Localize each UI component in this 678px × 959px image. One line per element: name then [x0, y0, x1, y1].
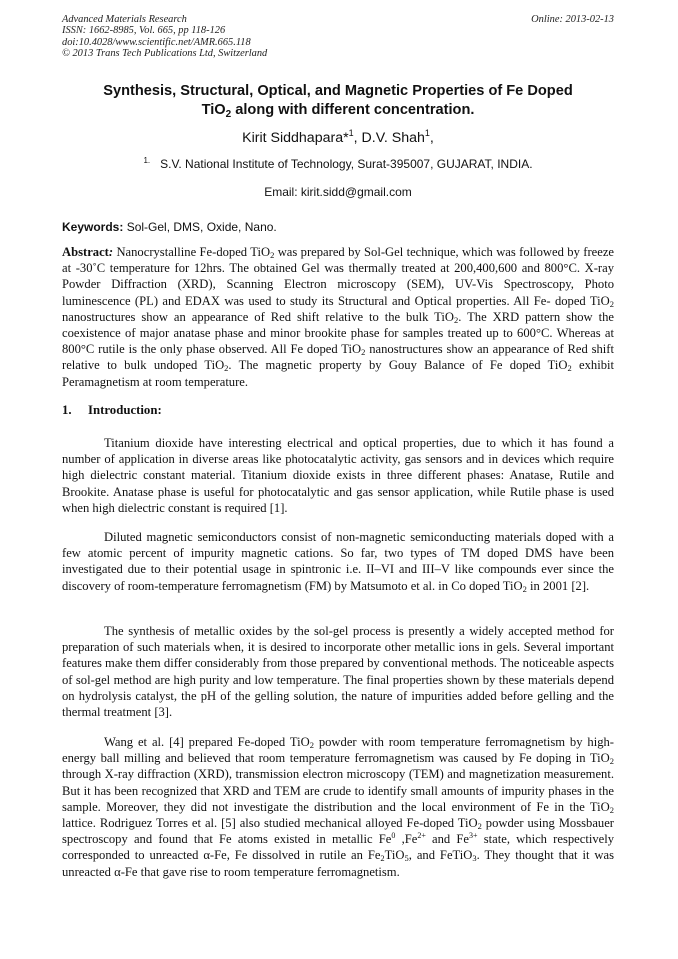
abstract-label: Abstract	[62, 245, 109, 259]
intro-paragraph-2: Diluted magnetic semiconductors consist of non-magnetic semiconducting materials doped with a few atomic percent of impurity magnetic cations. So far, two types of TM doped DMS have been investigated due to their potential usage in spintronic i.e. II–VI and III–V like compounds ever since the discovery of room-temperature ferromagnetism (FM) by Matsumoto et al. in Co doped TiO$_2$ in 2001 [2].	[62, 530, 614, 594]
section-heading-introduction: 1. Introduction:	[62, 403, 162, 417]
author-2: D.V. Shah	[361, 130, 425, 146]
running-header	[62, 14, 614, 60]
keywords-label: Keywords:	[62, 220, 124, 234]
abstract: Abstract: Nanocrystalline Fe-doped TiO$_2$ was prepared by Sol-Gel technique, which was followed by freeze at -30˚C temperature for 12hrs. The obtained Gel was thermally treated at 200,400,600 and 800°C. X-ray Powder Diffraction (XRD), Scanning Electron microscopy (SEM), UV-Vis Spectroscopy, Photo luminescence (PL) and EDAX was used to study its Structural and Optical properties. All Fe- doped TiO$_2$ nanostructures show an appearance of Red shift relative to the bulk TiO$_2$. The XRD pattern show the coexistence of major anatase phase and minor brookite phase for samples treated up to 600°C. Whereas at 800°C rutile is the only phase observed. All Fe doped TiO$_2$ nanostructures show an appearance of Red shift relative to bulk undoped TiO$_2$. The magnetic property by Gouy Balance of Fe doped TiO$_2$ exhibit Peramagnetism at room temperature.	[62, 245, 614, 389]
email-line: Email: kirit.sidd@gmail.com	[264, 185, 412, 199]
copyright-line: © 2013 Trans Tech Publications Ltd, Switzerland	[62, 48, 268, 60]
intro-paragraph-4: Wang et al. [4] prepared Fe-doped TiO$_2$ powder with room temperature ferromagnetism by high-energy ball milling and believed that room temperature ferromagnetism was caused by Fe doping in TiO$_2$ through X-ray diffraction (XRD), transmission electron microscopy (TEM) and magnetization measurement. But it has been recognized that XRD and TEM are crude to identify small amounts of impurity phases in the sample. Moreover, they did not investigate the distribution and the local environment of Fe in the TiO$_2$ lattice. Rodriguez Torres et al. [5] also studied mechanical alloyed Fe-doped TiO$_2$ powder using Mossbauer spectroscopy and found that Fe atoms existed in metallic Fe$^0$ $,Fe^{2+}$ and $Fe^{3+}$ state, which respectively corresponded to unreacted α-Fe, Fe dissolved in rutile an $Fe_2TiO_5$, and FeTiO$_3$. They thought that it was unreacted α-Fe that gave rise to room temperature ferromagnetism.	[62, 735, 615, 879]
affiliation	[62, 157, 614, 171]
issn-line: ISSN: 1662-8985, Vol. 665, pp 118-126	[62, 25, 226, 37]
journal-name: Advanced Materials Research	[62, 14, 187, 25]
affiliation-text: S.V. National Institute of Technology, Surat-395007, GUJARAT, INDIA.	[160, 157, 533, 171]
intro-paragraph-3: The synthesis of metallic oxides by the sol-gel process is presently a widely accepted method for preparation of such materials when, it is desired to incorporate other metallic ions in gels. Several important features make them differ considerably from those prepared by conventional methods. The noticeable aspects of sol-gel method are high purity and low temperature. The final properties shown by these materials depend on hydrolysis catalyst, the pH of the gelling solution, the nature of impurities added before gelling and the thermal treatment [3].	[62, 624, 614, 720]
title-line-2: TiO$_2$ along with different concentration.	[201, 101, 475, 120]
keywords-text: Sol-Gel, DMS, Oxide, Nano.	[123, 220, 277, 234]
intro-paragraph-1: Titanium dioxide have interesting electrical and optical properties, due to which it has found a number of application in diverse areas like photocatalytic activity, gas sensors and in devices which require high dielectric constant material. Titanium dioxide exists in three different phases: Anatase, Rutile and Brookite. Anatase phase is useful for photocatalytic and gas sensor application, while Rutile phase is used when high dielectric constant is required [1].	[62, 436, 614, 515]
author-1: Kirit Siddhapara*	[242, 130, 349, 146]
affiliation-marker: 1.	[143, 156, 151, 165]
author-list: Kirit Siddhapara*$^1$, D.V. Shah$^1$,	[242, 128, 434, 146]
doi-line: doi:10.4028/www.scientific.net/AMR.665.118	[62, 36, 251, 48]
paper-title	[62, 82, 614, 119]
title-line-1: Synthesis, Structural, Optical, and Magnetic Properties of Fe Doped	[103, 83, 573, 99]
online-date: Online: 2013-02-13	[531, 14, 614, 25]
keywords	[62, 220, 614, 234]
